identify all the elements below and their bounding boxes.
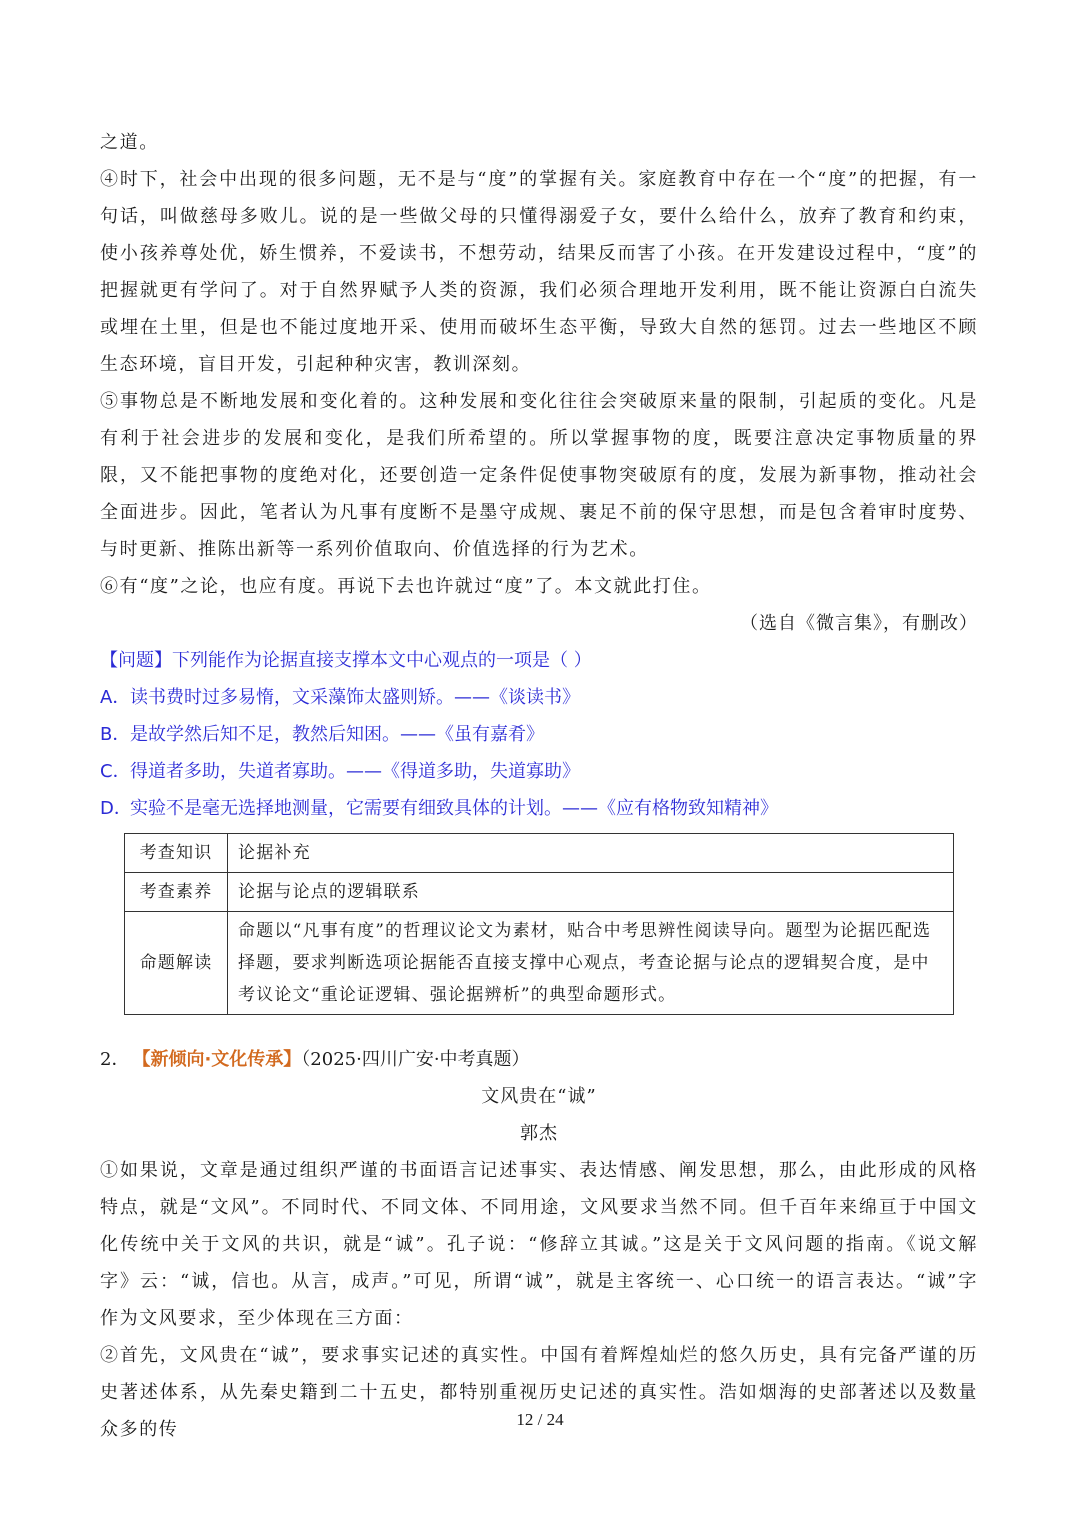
table-row: [125, 912, 954, 1015]
option-letter: B．: [100, 724, 131, 745]
table-row: [125, 834, 954, 873]
paragraph-4: ④时下，社会中出现的很多问题，无不是与“度”的掌握有关。家庭教育中存在一个“度”的把握，有一句话，叫做慈母多败儿。说的是一些做父母的只懂得溺爱子女，要什么给什么，放弃了教育和约束，使小孩养尊处优，娇生惯养，不爱读书，不想劳动，结果反而害了小孩。在开发建设过程中，“度”的把握就更有学问了。对于自然界赋予人类的资源，我们必须合理地开发利用，既不能让资源白白流失或埋在土里，但是也不能过度地开采、使用而破坏生态平衡，导致大自然的惩罚。过去一些地区不顾生态环境，盲目开发，引起种种灾害，教训深刻。: [100, 169, 978, 375]
article-title: 文风贵在“诚”: [481, 1086, 597, 1107]
trend-tag: 【新倾向·文化传承】: [141, 1049, 302, 1070]
section-2-header: [100, 1041, 978, 1078]
option-b: [100, 716, 978, 753]
article-paragraph-1: ①如果说，文章是通过组织严谨的书面语言记述事实、表达情感、阐发思想，那么，由此形成的风格特点，就是“文风”。不同时代、不同文体、不同用途，文风要求当然不同。但千百年来绵亘于中国文化传统中关于文风的共识，就是“诚”。孔子说：“修辞立其诚。”这是关于文风问题的指南。《说文解字》云：“诚，信也。从言，成声。”可见，所谓“诚”，就是主客统一、心口统一的语言表达。“诚”字作为文风要求，至少体现在三方面：: [100, 1160, 978, 1329]
article-author: 郭杰: [520, 1123, 558, 1144]
option-d: [100, 790, 978, 827]
option-text: 实验不是毫无选择地测量，它需要有细致具体的计划。——《应有格物致知精神》: [130, 798, 778, 819]
exam-source: （2025·四川广安·中考真题）: [301, 1049, 530, 1070]
table-key: 命题解读: [125, 912, 228, 1015]
option-letter: D．: [100, 798, 132, 819]
table-key: 考查知识: [125, 834, 228, 873]
paragraph-tail: 之道。: [100, 132, 159, 153]
option-letter: A．: [100, 687, 131, 708]
question-number: 2．: [100, 1049, 130, 1070]
analysis-table: [124, 833, 954, 1015]
option-c: [100, 753, 978, 790]
table-value: 命题以“凡事有度”的哲理议论文为素材，贴合中考思辨性阅读导向。题型为论据匹配选择题，要求判断选项论据能否直接支撑中心观点，考查论据与论点的逻辑契合度，是中考议论文“重论证逻辑、强论据辨析”的典型命题形式。: [228, 912, 954, 1015]
option-a: [100, 679, 978, 716]
question-label: 【问题】: [100, 650, 172, 671]
paragraph-5: ⑤事物总是不断地发展和变化着的。这种发展和变化往往会突破原来量的限制，引起质的变化。凡是有利于社会进步的发展和变化，是我们所希望的。所以掌握事物的度，既要注意决定事物质量的界限，又不能把事物的度绝对化，还要创造一定条件促使事物突破原有的度，发展为新事物，推动社会全面进步。因此，笔者认为凡事有度断不是墨守成规、裹足不前的保守思想，而是包含着审时度势、与时更新、推陈出新等一系列价值取向、价值选择的行为艺术。: [100, 391, 978, 560]
table-row: [125, 873, 954, 912]
table-key: 考查素养: [125, 873, 228, 912]
option-letter: C．: [100, 761, 131, 782]
question-stem: [100, 642, 978, 679]
table-value: 论据与论点的逻辑联系: [228, 873, 954, 912]
option-text: 得道者多助，失道者寡助。——《得道多助，失道寡助》: [130, 761, 580, 782]
page-number: 12 / 24: [516, 1410, 564, 1429]
table-value: 论据补充: [228, 834, 954, 873]
page-content: [100, 124, 978, 1448]
paragraph-6: ⑥有“度”之论，也应有度。再说下去也许就过“度”了。本文就此打住。: [100, 576, 712, 597]
article-paragraph-2: ②首先，文风贵在“诚”，要求事实记述的真实性。中国有着辉煌灿烂的悠久历史，具有完备严谨的历史著述体系，从先秦史籍到二十五史，都特别重视历史记述的真实性。浩如烟海的史部著述以及数量众多的传: [100, 1345, 978, 1440]
question-text: 下列能作为论据直接支撑本文中心观点的一项是（ ）: [172, 650, 592, 671]
passage-source: （选自《微言集》，有删改）: [740, 613, 978, 634]
option-text: 读书费时过多易惰，文采藻饰太盛则矫。——《谈读书》: [130, 687, 580, 708]
option-text: 是故学然后知不足，教然后知困。——《虽有嘉肴》: [130, 724, 544, 745]
